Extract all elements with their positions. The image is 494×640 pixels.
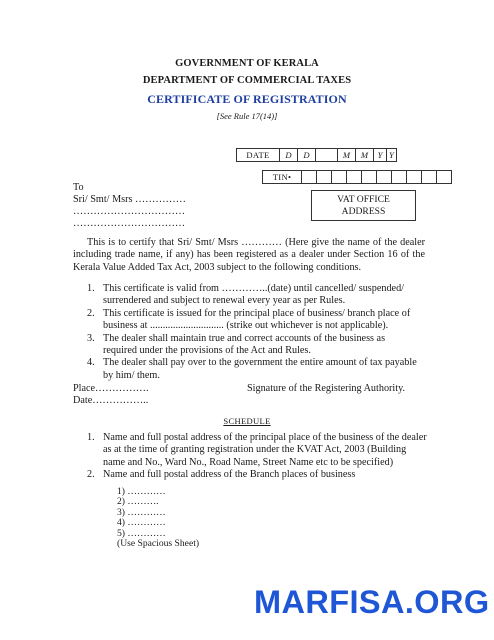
date-cell[interactable]: Y (374, 149, 387, 162)
place-field: Place……………. (73, 383, 149, 394)
date-cell[interactable]: D (298, 149, 316, 162)
addressee-address-line: …………………………… (73, 206, 186, 217)
addressee-name-line: Sri/ Smt/ Msrs …………… (73, 194, 186, 205)
item-number: 3. (87, 332, 95, 344)
branch-line: 1) ………… (117, 486, 166, 497)
list-item (87, 357, 417, 382)
schedule-heading: SCHEDULE (223, 416, 271, 426)
item-number: 2. (87, 469, 95, 481)
schedule-item-text: Name and full postal address of the Branch places of business (103, 469, 356, 481)
condition-text: The dealer shall pay over to the government the entire amount of tax payable by him/ them. (103, 357, 417, 381)
list-item (87, 432, 427, 469)
date-cell[interactable]: D (280, 149, 298, 162)
condition-text: This certificate is issued for the principal place of business/ branch place of business at ............................. (strike out whichever is not applicable). (103, 307, 411, 332)
spacious-sheet-note: (Use Spacious Sheet) (117, 538, 200, 550)
branch-line: 3) ………… (117, 506, 166, 518)
list-item (87, 308, 417, 333)
condition-text: This certificate is valid from …………..(date) until cancelled/ suspended/ surrendered and subject to renewal every year as per Rules. (103, 283, 405, 307)
tin-cell[interactable] (302, 171, 317, 184)
item-number: 4. (87, 357, 95, 369)
certification-paragraph: This is to certify that Sri/ Smt/ Msrs ………… (Here give the name of the dealer including trade name, if any) has been registered as a dealer under Section 16 of the Kerala Value Added Tax Act, 2003 subject to the following conditions. (73, 237, 425, 273)
addressee-block (73, 182, 186, 230)
date-cell[interactable] (316, 149, 338, 162)
vat-office-label: VAT OFFICE (337, 194, 390, 205)
tin-cell[interactable] (392, 171, 407, 184)
tin-cell[interactable] (332, 171, 347, 184)
item-number: 1. (87, 432, 95, 443)
branch-line: 4) ………… (117, 517, 166, 529)
branch-line: 5) ………… (117, 527, 166, 539)
item-number: 2. (87, 307, 95, 319)
address-label: ADDRESS (341, 206, 386, 217)
tin-cell[interactable] (407, 171, 422, 184)
schedule-list (87, 432, 427, 482)
tin-cell[interactable] (362, 171, 377, 184)
date-cell[interactable]: Y (387, 149, 397, 162)
government-heading: GOVERNMENT OF KERALA (175, 58, 319, 69)
vat-office-address-box (311, 190, 416, 221)
list-item (87, 283, 417, 308)
tin-box (262, 170, 452, 184)
rule-reference: [See Rule 17(14)] (216, 111, 278, 121)
tin-cell[interactable] (422, 171, 437, 184)
tin-cell[interactable] (317, 171, 332, 184)
addressee-address-line: …………………………… (73, 218, 186, 229)
tin-cell[interactable] (347, 171, 362, 184)
list-item (87, 469, 427, 481)
tin-cell[interactable] (437, 171, 452, 184)
signature-label: Signature of the Registering Authority. (247, 383, 406, 394)
tin-label: TIN• (263, 171, 302, 184)
conditions-list (87, 283, 417, 382)
date-cell[interactable]: M (338, 149, 356, 162)
date-label: DATE (237, 149, 280, 162)
marfisa-watermark: MARFISA.ORG (254, 584, 490, 620)
certificate-title: CERTIFICATE OF REGISTRATION (147, 92, 347, 106)
date-cell[interactable]: M (356, 149, 374, 162)
tin-cell[interactable] (377, 171, 392, 184)
branch-list (117, 487, 199, 549)
branch-line: 2) ………. (117, 496, 159, 508)
department-heading: DEPARTMENT OF COMMERCIAL TAXES (142, 75, 352, 86)
condition-text: The dealer shall maintain true and correct accounts of the business as required under the provisions of the Act and Rules. (103, 332, 386, 357)
date-box (236, 148, 397, 162)
to-label: To (73, 182, 84, 193)
schedule-item-text: Name and full postal address of the principal place of the business of the dealer as at the time of granting registration under the KVAT Act, 2003 (Building name and No., Ward No., Road Name, Street Name etc to be specified) (103, 432, 427, 468)
date-field: Date…………….. (73, 395, 149, 406)
list-item (87, 333, 417, 358)
item-number: 1. (87, 283, 95, 294)
